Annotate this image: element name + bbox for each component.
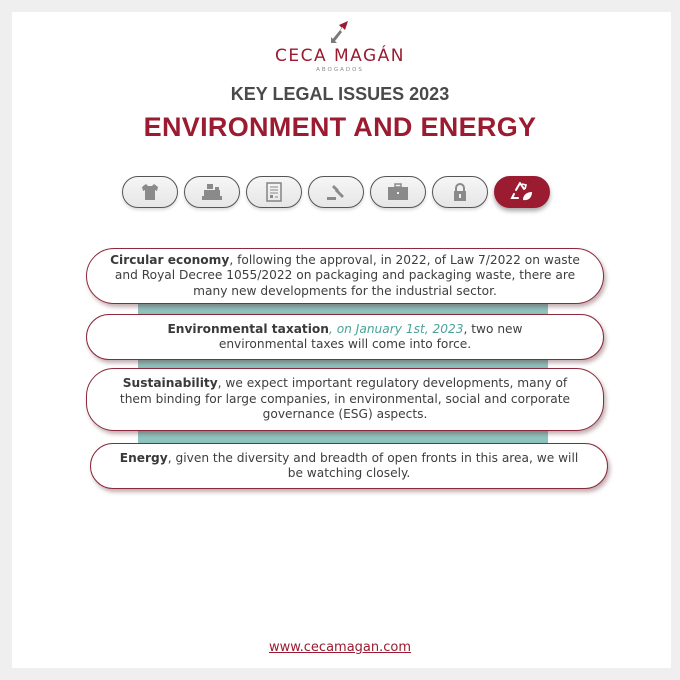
logo <box>0 18 680 73</box>
issue-text: , given the diversity and breadth of open fronts in this area, we will be watching closely. <box>167 450 579 480</box>
shirt-icon <box>140 183 160 201</box>
tab-corporate[interactable] <box>246 176 302 208</box>
tab-business[interactable] <box>370 176 426 208</box>
page-subtitle: KEY LEGAL ISSUES 2023 <box>230 84 450 104</box>
briefcase-icon <box>387 183 409 201</box>
tab-litigation[interactable] <box>308 176 364 208</box>
issue-card-sustainability <box>86 368 604 431</box>
brand-name: CECA MAGÁN <box>274 46 406 66</box>
tab-tax[interactable] <box>184 176 240 208</box>
tab-labour[interactable] <box>122 176 178 208</box>
issue-text: , two new environmental taxes will come into force. <box>218 321 523 351</box>
issue-heading: Energy <box>119 450 168 465</box>
document-icon <box>266 182 282 202</box>
issue-text: , we expect important regulatory developments, many of them binding for large companies, in environmental, social and corporate governance (ESG) aspects. <box>119 376 571 422</box>
logo-arrows-icon <box>329 18 351 44</box>
tab-environment[interactable] <box>494 176 550 208</box>
issue-heading: Circular economy <box>110 252 230 267</box>
issue-text: , following the approval, in 2022, of Law 7/2022 on waste and Royal Decree 1055/2022 on packaging and packaging waste, there are many new developments for the industrial sector. <box>114 252 580 298</box>
website-link[interactable]: www.cecamagan.com <box>268 640 412 655</box>
cash-register-icon <box>201 183 223 201</box>
recycle-leaf-icon <box>510 181 534 203</box>
topic-tabs <box>122 176 550 208</box>
brand-tagline: ABOGADOS <box>316 67 364 73</box>
lock-icon <box>452 182 468 202</box>
tab-privacy[interactable] <box>432 176 488 208</box>
issue-heading: Sustainability <box>122 376 218 391</box>
issue-card-circular-economy <box>86 248 604 304</box>
issue-card-environmental-taxation <box>86 314 604 360</box>
issue-date: , on January 1st, 2023 <box>328 321 464 336</box>
gavel-icon <box>325 183 347 201</box>
issue-heading: Environmental taxation <box>167 321 329 336</box>
issue-card-energy <box>90 443 608 489</box>
page-title: ENVIRONMENT AND ENERGY <box>143 112 537 142</box>
